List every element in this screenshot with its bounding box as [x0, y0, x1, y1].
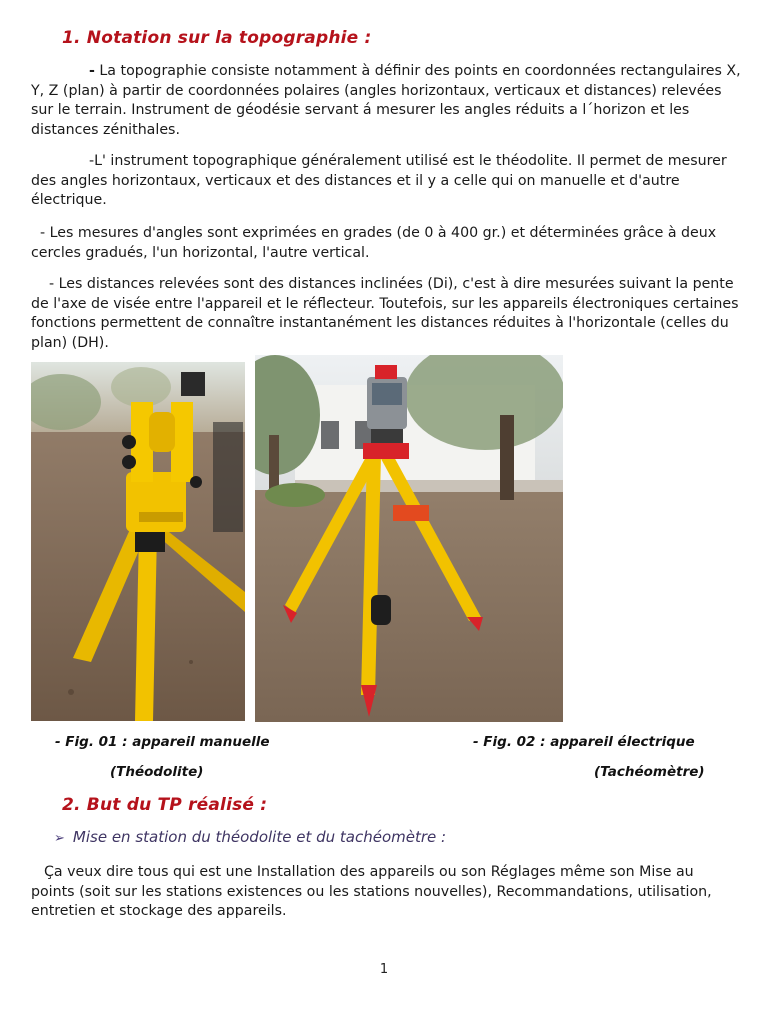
arrow-bullet-icon: ➢	[54, 831, 65, 846]
paragraph-topography-definition	[31, 62, 741, 140]
paragraph-distances	[31, 275, 741, 353]
dash-marker: -	[89, 63, 95, 79]
figure-1-subcaption: (Théodolite)	[110, 764, 204, 780]
paragraph-tp-goal	[31, 863, 741, 922]
theodolite-photo	[31, 362, 245, 721]
figure-1-caption: - Fig. 01 : appareil manuelle	[55, 734, 270, 750]
section-2-heading: 2. But du TP réalisé :	[62, 795, 268, 815]
section-1-heading: 1. Notation sur la topographie :	[62, 28, 372, 48]
paragraph-instrument	[31, 152, 741, 211]
paragraph-text: -L' instrument topographique généralement utilisé est le théodolite. Il permet de mesurer des angles horizontaux, verticaux et des distances et il y a celle qui on manuelle et d'autre électrique.	[31, 153, 727, 209]
total-station-photo	[255, 355, 563, 722]
paragraph-text: Ça veux dire tous qui est une Installation des appareils ou son Réglages même son Mise au points (soit sur les stations existences ou les stations nouvelles), Recommandations, utilisation, entretien et stockage des appareils.	[31, 864, 712, 920]
paragraph-text: - Les mesures d'angles sont exprimées en grades (de 0 à 400 gr.) et déterminées grâce à deux cercles gradués, l'un horizontal, l'autre vertical.	[31, 225, 717, 261]
figure-2-subcaption: (Tachéomètre)	[594, 764, 705, 780]
paragraph-text: - Les distances relevées sont des distances inclinées (Di), c'est à dire mesurées suivant la pente de l'axe de visée entre l'appareil et le réflecteur. Toutefois, sur les appareils électroniques certaines fonctions permettent de connaître instantanément les distances réduites à l'horizontale (celles du plan) (DH).	[31, 276, 739, 351]
page-number: 1	[379, 962, 389, 977]
figure-2-caption: - Fig. 02 : appareil électrique	[473, 734, 695, 750]
paragraph-text: La topographie consiste notamment à définir des points en coordonnées rectangulaires X, Y, Z (plan) à partir de coordonnées polaires (angles horizontaux, verticaux et distances) relevées sur le terrain. Instrument de géodésie servant á mesurer les angles réduits a l´horizon et les distances zénithales.	[31, 63, 741, 138]
bullet-text: Mise en station du théodolite et du tachéomètre :	[72, 828, 447, 846]
bullet-item	[54, 828, 446, 846]
paragraph-angle-measures	[31, 224, 741, 263]
